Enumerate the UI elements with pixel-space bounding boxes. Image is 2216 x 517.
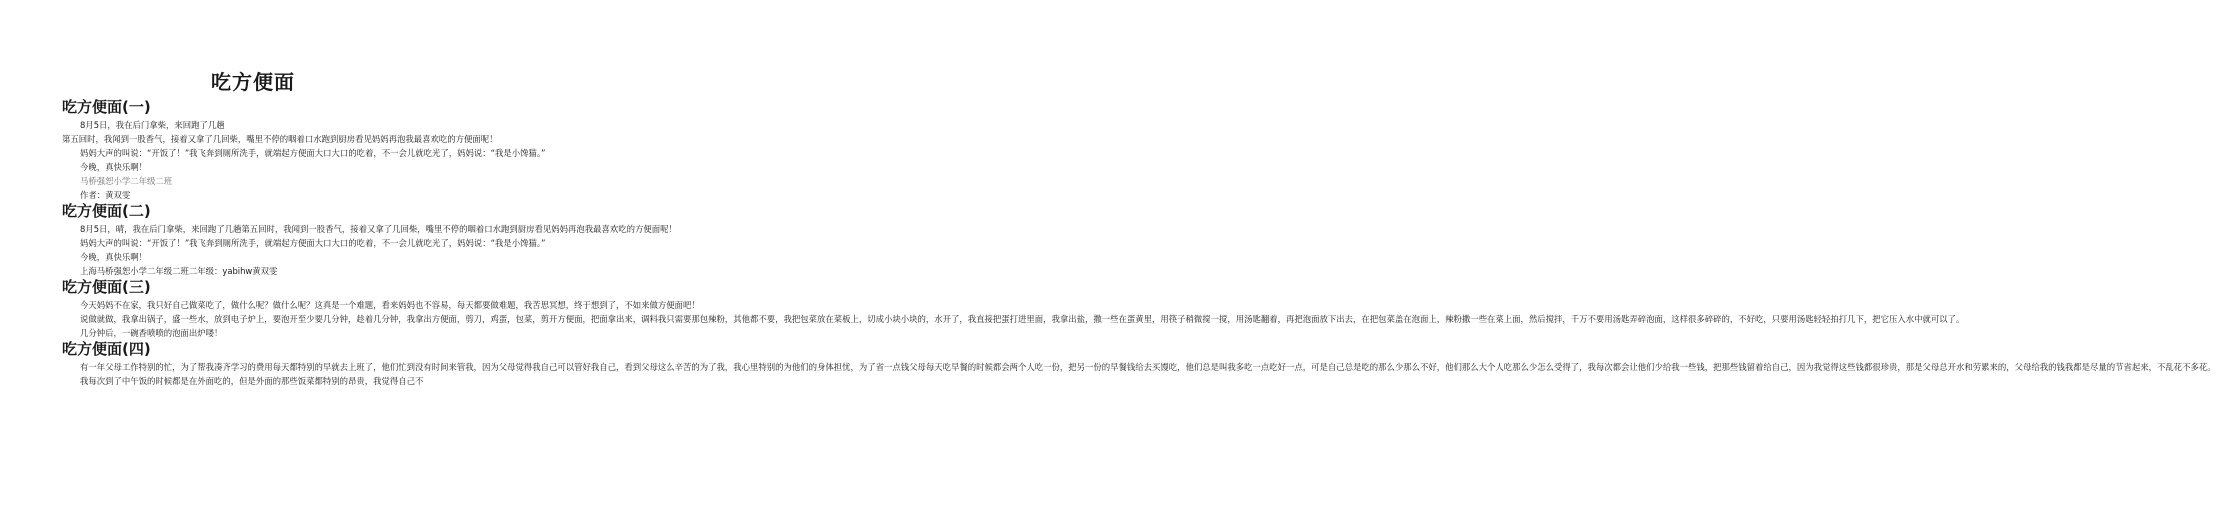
section-2: [62, 202, 677, 278]
paragraph-line: 第五回时，我闻到一股香气，接着又拿了几回柴，嘴里不停的咽着口水跑到厨房看见妈妈再泡我最喜欢吃的方便面呢！: [62, 134, 498, 144]
document-title: 吃方便面: [211, 70, 295, 94]
paragraph-line: 我每次到了中午饭的时候都是在外面吃的，但是外面的那些饭菜都特别的昂贵，我觉得自己不: [80, 376, 424, 386]
section-heading: 吃方便面(三): [62, 278, 151, 296]
section-4: [62, 340, 2216, 388]
paragraph-line: 今晚，真快乐啊！: [80, 252, 147, 262]
paragraph-line: 几分钟后，一碗香喷喷的泡面出炉喽！: [80, 328, 223, 338]
paragraph-line: 今天妈妈不在家，我只好自己做菜吃了，做什么呢？做什么呢？这真是一个难题，看来妈妈也不容易，每天都要做难题，我苦思冥想，终于想到了，不如来做方便面吧！: [80, 300, 700, 310]
paragraph-line: 说做就做，我拿出锅子，盛一些水，放到电子炉上，要泡开至少要几分钟，趁着几分钟，我拿出方便面，剪刀，鸡蛋，包菜，剪开方便面，把面拿出来，调料我只需要那包辣粉，其他都不要，我把包菜放在菜板上，切成小块小块的，水开了，我直接把蛋打进里面，我拿出盐，撒一些在蛋黄里，用筷子稍微搅一搅，用汤匙翻着，再把泡面放下出去，在把包菜盖在泡面上，辣粉撒一些在菜上面，然后搅拌，千万不要用汤匙弄碎泡面，这样很多碎碎的，不好吃，只要用汤匙轻轻拍打几下，把它压入水中就可以了。: [80, 314, 1965, 324]
section-heading: 吃方便面(四): [62, 340, 151, 358]
author-line: 上海马桥强恕小学二年级二班二年级：yabihw黄双雯: [80, 266, 278, 276]
section-heading: 吃方便面(一): [62, 98, 151, 116]
section-3: [62, 278, 1965, 340]
paragraph-line: 今晚，真快乐啊！: [80, 162, 147, 172]
author-line: 作者：黄双雯: [80, 190, 131, 200]
paragraph-line: 妈妈大声的叫说：“开饭了！”我飞奔到厕所洗手，就端起方便面大口大口的吃着，不一会儿就吃光了，妈妈说：“我是小馋猫。”: [80, 238, 546, 248]
paragraph-line: 有一年父母工作特别的忙，为了帮我凑齐学习的费用每天都特别的早就去上班了，他们忙到没有时间来管我，因为父母觉得我自己可以管好我自己，看到父母这么辛苦的为了我，我心里特别的为他们的身体担忧，为了省一点钱父母每天吃早餐的时候都会两个人吃一份，把另一份的早餐钱给去买馒吃，他们总是叫我多吃一点吃好一点，可是自己总是吃的那么少那么不好，他们那么大个人吃那么少怎么受得了，我每次都会让他们少给我一些钱，把那些钱留着给自己，因为我觉得这些钱都很珍贵，那是父母总开水和劳累来的，父母给我的钱我都是尽量的节省起来，不乱花不多花。: [80, 362, 2216, 372]
school-line: 马桥强恕小学二年级二班: [80, 176, 173, 186]
section-heading: 吃方便面(二): [62, 202, 151, 220]
paragraph-line: 8月5日，我在后门拿柴，来回跑了几趟: [80, 120, 225, 130]
paragraph-line: 妈妈大声的叫说：“开饭了！”我飞奔到厕所洗手，就端起方便面大口大口的吃着，不一会儿就吃光了，妈妈说：“我是小馋猫。”: [80, 148, 546, 158]
paragraph-line: 8月5日，晴，我在后门拿柴，来回跑了几趟第五回时，我闻到一股香气，接着又拿了几回柴，嘴里不停的咽着口水跑到厨房看见妈妈再泡我最喜欢吃的方便面呢！: [80, 224, 677, 234]
section-1: [62, 98, 546, 202]
